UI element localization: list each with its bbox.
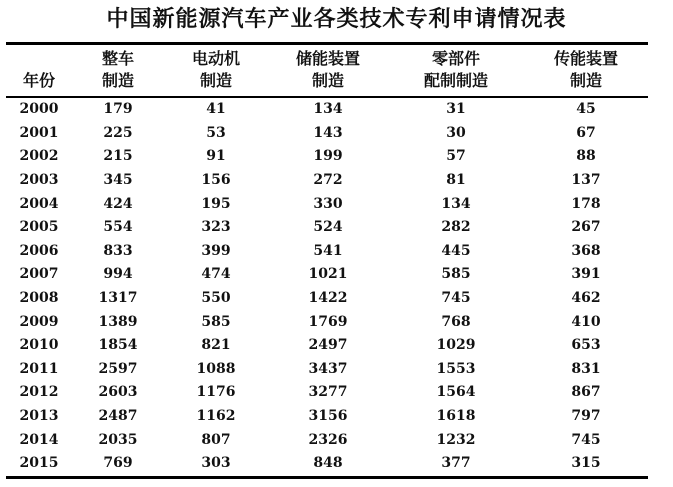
cell-transmission: 67 — [576, 124, 596, 141]
cell-vehicle: 1389 — [98, 313, 138, 330]
table-row — [6, 169, 648, 193]
cell-motor: 323 — [201, 219, 231, 236]
cell-vehicle: 225 — [103, 124, 133, 141]
cell-transmission: 178 — [571, 195, 601, 212]
header-parts-line1: 零部件 — [431, 49, 480, 68]
cell-parts: 282 — [441, 219, 471, 236]
cell-transmission: 315 — [524, 452, 648, 477]
header-storage — [268, 44, 388, 98]
header-parts-line2: 配制制造 — [423, 71, 488, 90]
cell-parts: 81 — [446, 172, 466, 189]
cell-parts: 1564 — [436, 384, 476, 401]
cell-motor: 1162 — [196, 408, 236, 425]
cell-storage: 1769 — [308, 313, 348, 330]
cell-motor: 91 — [206, 148, 226, 165]
cell-storage: 2326 — [308, 431, 348, 448]
cell-storage: 2497 — [308, 337, 348, 354]
cell-transmission: 137 — [571, 172, 601, 189]
cell-motor: 303 — [164, 452, 268, 477]
cell-year: 2001 — [19, 124, 59, 141]
cell-year: 2005 — [19, 219, 59, 236]
cell-transmission: 831 — [571, 360, 601, 377]
table-row — [6, 192, 648, 216]
header-vehicle — [72, 44, 164, 98]
cell-transmission: 745 — [571, 431, 601, 448]
cell-storage: 199 — [313, 148, 343, 165]
cell-vehicle: 769 — [72, 452, 164, 477]
header-motor-line2: 制造 — [199, 71, 232, 90]
cell-parts: 745 — [441, 290, 471, 307]
cell-storage: 3277 — [308, 384, 348, 401]
cell-transmission: 410 — [571, 313, 601, 330]
patent-table — [6, 42, 648, 479]
header-year — [6, 44, 72, 98]
cell-parts: 1232 — [436, 431, 476, 448]
cell-year: 2003 — [19, 172, 59, 189]
cell-motor: 474 — [201, 266, 231, 283]
table-row — [6, 452, 648, 477]
cell-year: 2009 — [19, 313, 59, 330]
cell-motor: 821 — [201, 337, 231, 354]
cell-year: 2014 — [19, 431, 59, 448]
cell-year: 2010 — [19, 337, 59, 354]
cell-motor: 1088 — [196, 360, 236, 377]
cell-storage: 3156 — [308, 408, 348, 425]
cell-year: 2012 — [19, 384, 59, 401]
cell-year: 2000 — [19, 101, 59, 118]
cell-vehicle: 345 — [103, 172, 133, 189]
cell-parts: 585 — [441, 266, 471, 283]
cell-motor: 195 — [201, 195, 231, 212]
cell-parts: 30 — [446, 124, 466, 141]
cell-year: 2013 — [19, 408, 59, 425]
cell-motor: 585 — [201, 313, 231, 330]
cell-vehicle: 994 — [103, 266, 133, 283]
header-transmission-line1: 传能装置 — [553, 49, 618, 68]
cell-motor: 1176 — [196, 384, 236, 401]
cell-motor: 156 — [201, 172, 231, 189]
cell-year: 2007 — [19, 266, 59, 283]
cell-storage: 1422 — [308, 290, 348, 307]
cell-year: 2004 — [19, 195, 59, 212]
header-motor-line1: 电动机 — [191, 49, 240, 68]
table-row — [6, 287, 648, 311]
cell-parts: 134 — [441, 195, 471, 212]
cell-year: 2008 — [19, 290, 59, 307]
header-transmission-line2: 制造 — [569, 71, 602, 90]
table-row — [6, 428, 648, 452]
cell-vehicle: 215 — [103, 148, 133, 165]
cell-storage: 541 — [313, 242, 343, 259]
cell-storage: 330 — [313, 195, 343, 212]
cell-motor: 53 — [206, 124, 226, 141]
header-storage-line2: 制造 — [311, 71, 344, 90]
header-vehicle-line1: 整车 — [101, 49, 134, 68]
cell-transmission: 653 — [571, 337, 601, 354]
cell-vehicle: 424 — [103, 195, 133, 212]
cell-year: 2015 — [6, 452, 72, 477]
cell-vehicle: 2603 — [98, 384, 138, 401]
table-row — [6, 358, 648, 382]
cell-transmission: 267 — [571, 219, 601, 236]
cell-vehicle: 2597 — [98, 360, 138, 377]
header-row — [6, 44, 648, 98]
table-row — [6, 97, 648, 122]
cell-vehicle: 2035 — [98, 431, 138, 448]
cell-parts: 1029 — [436, 337, 476, 354]
cell-storage: 3437 — [308, 360, 348, 377]
table-body — [6, 97, 648, 477]
cell-parts: 31 — [446, 101, 466, 118]
table-row — [6, 122, 648, 146]
cell-storage: 143 — [313, 124, 343, 141]
table-row — [6, 240, 648, 264]
cell-motor: 399 — [201, 242, 231, 259]
cell-year: 2002 — [19, 148, 59, 165]
table-row — [6, 334, 648, 358]
header-motor — [164, 44, 268, 98]
cell-transmission: 368 — [571, 242, 601, 259]
cell-motor: 550 — [201, 290, 231, 307]
cell-year: 2006 — [19, 242, 59, 259]
header-year-line2: 年份 — [22, 71, 55, 90]
patent-table-container — [6, 42, 648, 479]
cell-parts: 377 — [388, 452, 524, 477]
cell-vehicle: 833 — [103, 242, 133, 259]
cell-vehicle: 179 — [103, 101, 133, 118]
cell-parts: 57 — [446, 148, 466, 165]
cell-vehicle: 1317 — [98, 290, 138, 307]
cell-storage: 272 — [313, 172, 343, 189]
table-row — [6, 263, 648, 287]
table-title: 中国新能源汽车产业各类技术专利申请情况表 — [106, 6, 567, 32]
cell-vehicle: 1854 — [98, 337, 138, 354]
cell-parts: 445 — [441, 242, 471, 259]
cell-transmission: 797 — [571, 408, 601, 425]
cell-parts: 1553 — [436, 360, 476, 377]
cell-motor: 41 — [206, 101, 226, 118]
cell-storage: 1021 — [308, 266, 348, 283]
cell-transmission: 391 — [571, 266, 601, 283]
table-row — [6, 381, 648, 405]
cell-storage: 524 — [313, 219, 343, 236]
cell-transmission: 88 — [576, 148, 596, 165]
table-row — [6, 145, 648, 169]
header-vehicle-line2: 制造 — [101, 71, 134, 90]
cell-storage: 134 — [313, 101, 343, 118]
cell-transmission: 45 — [576, 101, 596, 118]
header-transmission — [524, 44, 648, 98]
table-row — [6, 405, 648, 429]
cell-storage: 848 — [268, 452, 388, 477]
cell-parts: 1618 — [436, 408, 476, 425]
header-storage-line1: 储能装置 — [295, 49, 360, 68]
cell-vehicle: 554 — [103, 219, 133, 236]
table-row — [6, 310, 648, 334]
cell-year: 2011 — [19, 360, 59, 377]
cell-parts: 768 — [441, 313, 471, 330]
cell-transmission: 462 — [571, 290, 601, 307]
header-parts — [388, 44, 524, 98]
table-row — [6, 216, 648, 240]
table-header — [6, 44, 648, 98]
cell-transmission: 867 — [571, 384, 601, 401]
cell-vehicle: 2487 — [98, 408, 138, 425]
cell-motor: 807 — [201, 431, 231, 448]
